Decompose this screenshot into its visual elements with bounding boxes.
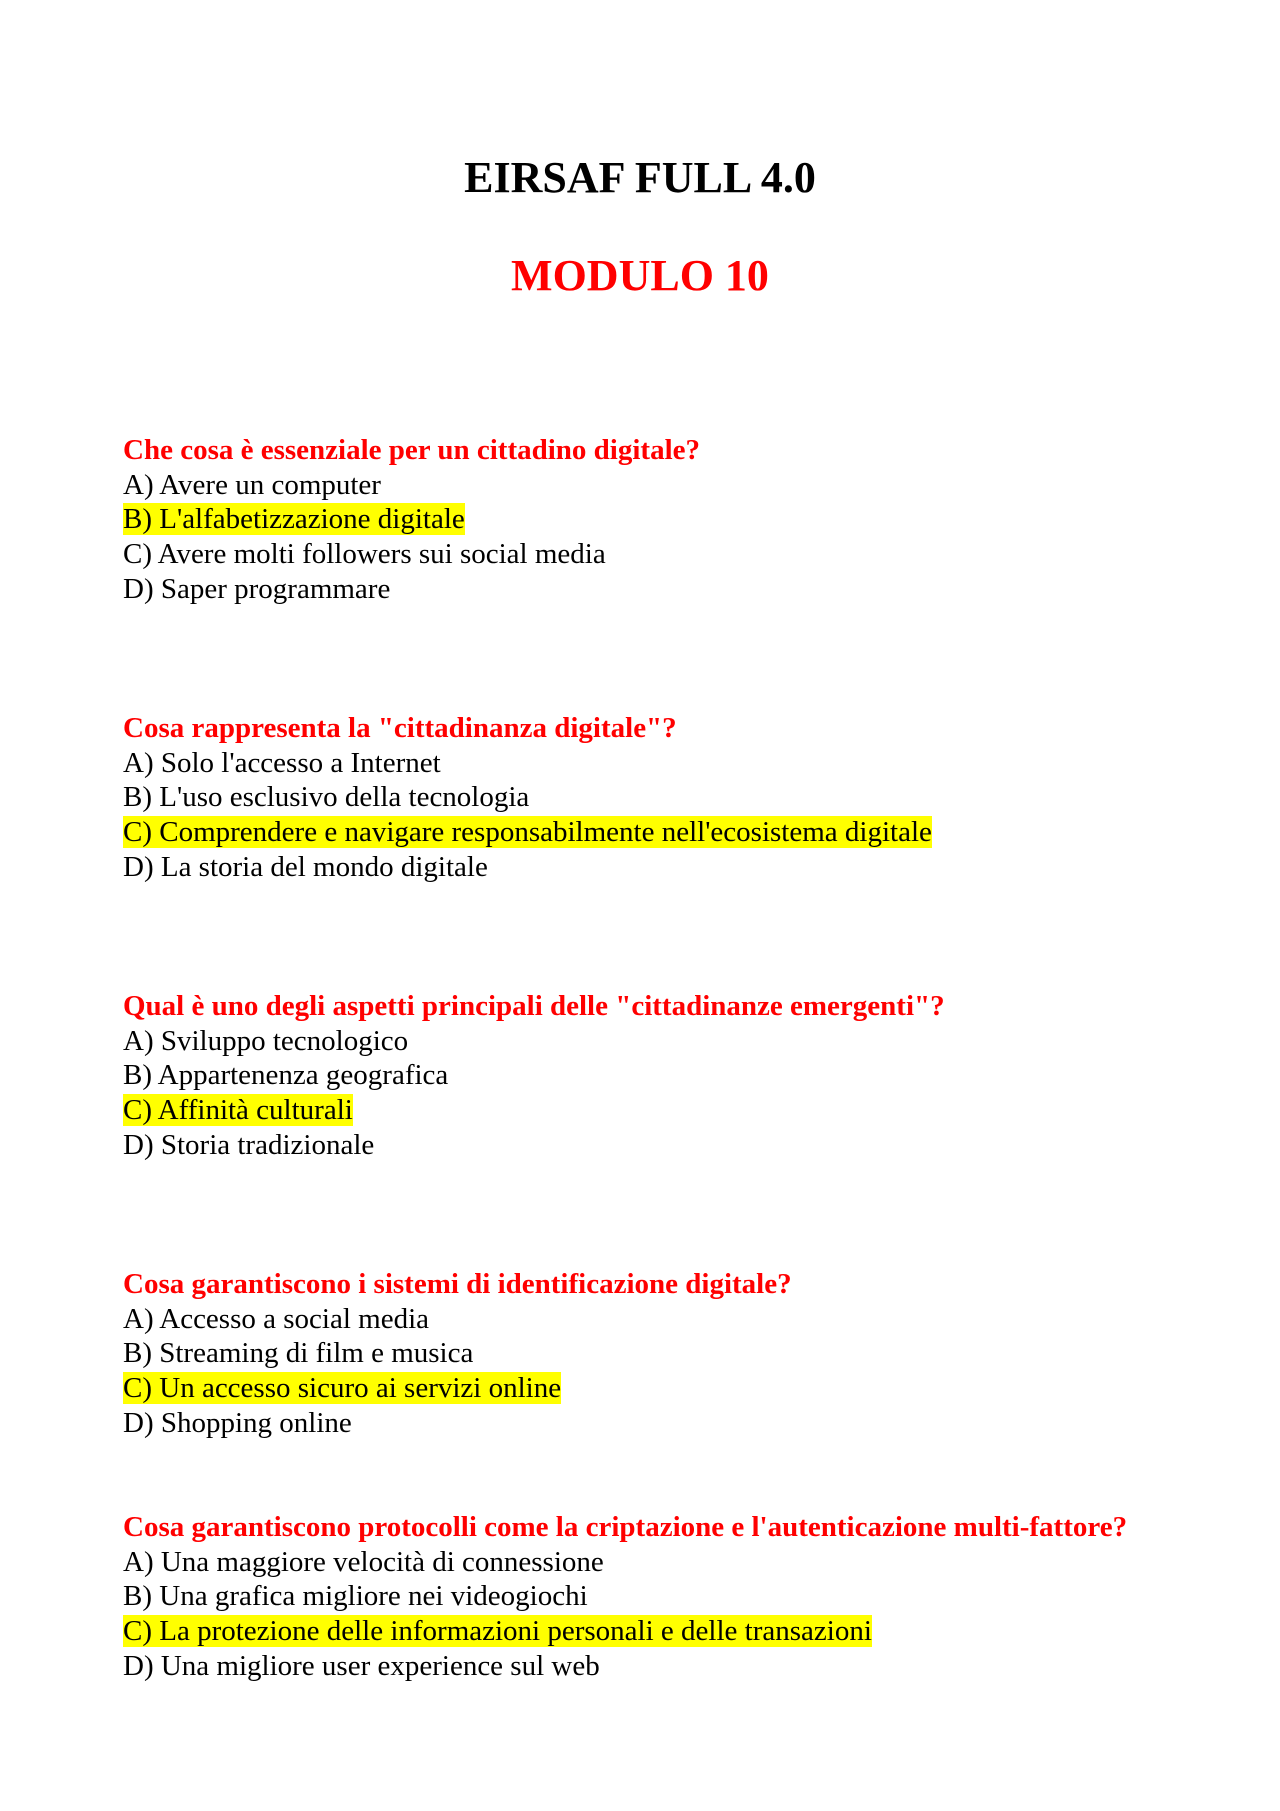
answer-option-text: A) Accesso a social media: [123, 1302, 430, 1335]
module-title: MODULO 10: [511, 251, 769, 300]
answer-option: [123, 1128, 945, 1163]
question-text: Che cosa è essenziale per un cittadino digitale?: [123, 434, 701, 466]
answer-option-correct: [123, 1614, 1127, 1649]
question-text: Qual è uno degli aspetti principali delle "cittadinanze emergenti"?: [123, 990, 945, 1022]
answer-option: [123, 1545, 1127, 1580]
answer-option-text: D) La storia del mondo digitale: [123, 850, 488, 883]
answer-option-text: A) Solo l'accesso a Internet: [123, 746, 441, 779]
answer-option-text: B) Una grafica migliore nei videogiochi: [123, 1580, 588, 1613]
answer-option-text: D) Saper programmare: [123, 572, 391, 605]
answer-option: [123, 1024, 945, 1059]
answer-option-text: A) Una maggiore velocità di connessione: [123, 1545, 604, 1578]
answer-option-text: B) Appartenenza geografica: [123, 1059, 449, 1092]
answer-option: [123, 1058, 945, 1093]
answer-option-text: D) Una migliore user experience sul web: [123, 1649, 600, 1682]
answer-option: [123, 1579, 1127, 1614]
answer-option-text: C) Comprendere e navigare responsabilmente nell'ecosistema digitale: [123, 816, 932, 849]
answer-option: [123, 1406, 792, 1441]
answer-option-text: B) L'uso esclusivo della tecnologia: [123, 781, 530, 814]
answer-option-text: D) Storia tradizionale: [123, 1128, 375, 1161]
answer-option-correct: [123, 1093, 945, 1128]
answer-option-correct: [123, 502, 700, 537]
question-text: Cosa garantiscono protocolli come la criptazione e l'autenticazione multi-fattore?: [123, 1511, 1128, 1543]
answer-option-text: C) Avere molti followers sui social media: [123, 538, 606, 571]
question-block: [123, 989, 945, 1163]
answer-option: [123, 1336, 792, 1371]
answer-option-correct: [123, 1371, 792, 1406]
question-block: [123, 1510, 1127, 1684]
document-title: EIRSAF FULL 4.0: [464, 153, 816, 202]
answer-option-text: C) Affinità culturali: [123, 1094, 353, 1127]
answer-option: [123, 1649, 1127, 1684]
answer-option: [123, 850, 932, 885]
answer-option-text: A) Sviluppo tecnologico: [123, 1024, 409, 1057]
answer-option-correct: [123, 815, 932, 850]
question-block: [123, 711, 932, 885]
question-block: [123, 1267, 792, 1441]
answer-option: [123, 572, 700, 607]
question-block: [123, 433, 700, 607]
answer-option-text: B) Streaming di film e musica: [123, 1337, 474, 1370]
answer-option: [123, 1302, 792, 1337]
answer-option: [123, 468, 700, 503]
answer-option-text: C) La protezione delle informazioni personali e delle transazioni: [123, 1615, 872, 1648]
answer-option: [123, 537, 700, 572]
answer-option-text: C) Un accesso sicuro ai servizi online: [123, 1372, 562, 1405]
answer-option-text: D) Shopping online: [123, 1406, 352, 1439]
answer-option: [123, 780, 932, 815]
answer-option: [123, 746, 932, 781]
answer-option-text: B) L'alfabetizzazione digitale: [123, 503, 465, 536]
question-text: Cosa garantiscono i sistemi di identificazione digitale?: [123, 1268, 792, 1300]
question-text: Cosa rappresenta la "cittadinanza digitale"?: [123, 712, 677, 744]
answer-option-text: A) Avere un computer: [123, 468, 381, 501]
